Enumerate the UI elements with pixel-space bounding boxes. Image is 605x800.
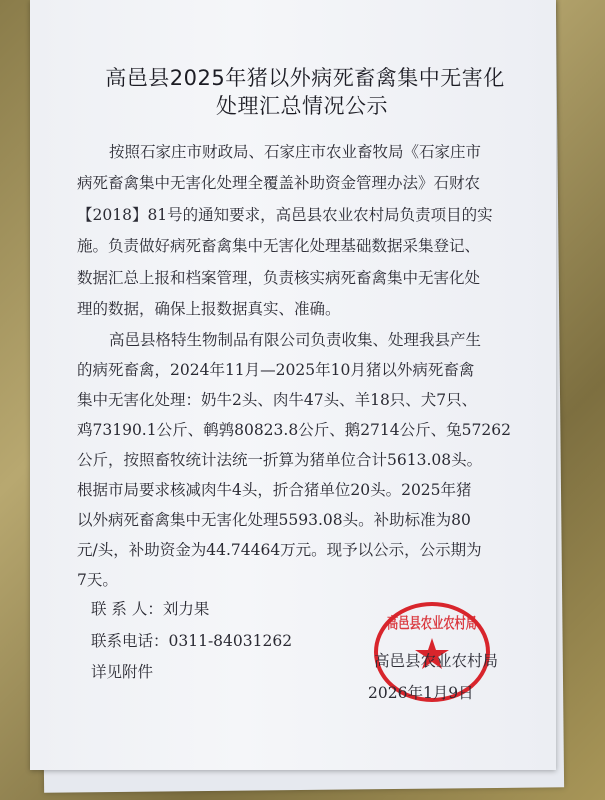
doc-title-line-2: 处理汇总情况公示 xyxy=(216,94,388,118)
para2-line-4: 鸡73190.1公斤、鹌鹑80823.8公斤、鹅2714公斤、兔57262 xyxy=(77,421,511,439)
para2-line-2: 的病死畜禽，2024年11月—2025年10月猪以外病死畜禽 xyxy=(77,361,475,379)
para2-line-6: 根据市局要求核减肉牛4头，折合猪单位20头。2025年猪 xyxy=(77,481,472,499)
contact-phone: 联系电话：0311-84031262 xyxy=(91,632,293,650)
contact-person: 联 系 人：刘力果 xyxy=(91,600,210,618)
para2-line-3: 集中无害化处理：奶牛2头、肉牛47头、羊18只、犬7只、 xyxy=(77,391,478,409)
para2-line-8: 元/头，补助资金为44.74464万元。现予以公示，公示期为 xyxy=(77,541,482,559)
para1-line-5: 数据汇总上报和档案管理，负责核实病死畜禽集中无害化处 xyxy=(77,269,481,287)
para2-line-1: 高邑县格特生物制品有限公司负责收集、处理我县产生 xyxy=(109,331,482,349)
issue-date: 2026年1月9日 xyxy=(368,684,474,702)
attachment-note: 详见附件 xyxy=(91,663,154,681)
para2-line-7: 以外病死畜禽集中无害化处理5593.08头。补助标准为80 xyxy=(77,511,471,529)
seal-text: 高邑县农业农村局 xyxy=(387,614,477,632)
issuer-name: 高邑县农业农村局 xyxy=(374,652,499,670)
para1-line-6: 理的数据，确保上报数据真实、准确。 xyxy=(77,300,341,318)
doc-title-line-1: 高邑县2025年猪以外病死畜禽集中无害化 xyxy=(105,66,505,90)
para1-line-4: 施。负责做好病死畜禽集中无害化处理基础数据采集登记、 xyxy=(77,237,481,255)
para2-line-9: 7天。 xyxy=(77,571,118,589)
para1-line-3: 【2018】81号的通知要求，高邑县农业农村局负责项目的实 xyxy=(77,206,493,224)
para2-line-5: 公斤，按照畜牧统计法统一折算为猪单位合计5613.08头。 xyxy=(77,451,483,469)
para1-line-2: 病死畜禽集中无害化处理全覆盖补助资金管理办法》石财农 xyxy=(77,174,481,192)
para1-line-1: 按照石家庄市财政局、石家庄市农业畜牧局《石家庄市 xyxy=(109,143,482,161)
